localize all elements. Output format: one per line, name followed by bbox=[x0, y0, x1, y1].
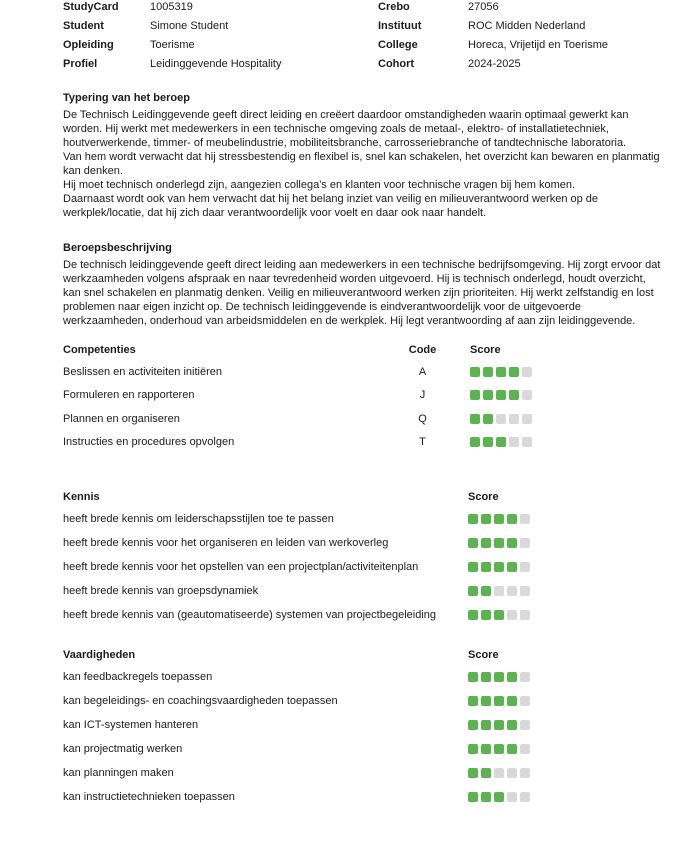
table-row bbox=[63, 407, 662, 431]
score-square-filled bbox=[481, 586, 491, 596]
score-square-filled bbox=[481, 720, 491, 730]
score-square-filled bbox=[483, 367, 493, 377]
score-square-filled bbox=[470, 437, 480, 447]
competenties-title: Competenties bbox=[63, 343, 136, 356]
score-bar bbox=[468, 792, 662, 802]
beroepsbeschrijving-text bbox=[63, 258, 662, 328]
score-square-filled bbox=[507, 720, 517, 730]
score-square-filled bbox=[483, 437, 493, 447]
student-info-table bbox=[63, 0, 662, 74]
table-row bbox=[63, 507, 662, 531]
score-square-filled bbox=[483, 414, 493, 424]
score-square-filled bbox=[481, 792, 491, 802]
row-score bbox=[468, 672, 662, 682]
row-name: heeft brede kennis voor het opstellen van een projectplan/activiteitenplan bbox=[63, 561, 419, 573]
score-square-filled bbox=[468, 696, 478, 706]
row-score bbox=[468, 610, 662, 620]
kennis-rows bbox=[63, 507, 662, 627]
score-bar bbox=[468, 720, 662, 730]
score-square-filled bbox=[507, 696, 517, 706]
score-bar bbox=[470, 367, 662, 377]
score-square-filled bbox=[470, 390, 480, 400]
row-name: heeft brede kennis om leiderschapsstijlen toe te passen bbox=[63, 513, 334, 525]
score-square-filled bbox=[496, 367, 506, 377]
table-row bbox=[63, 360, 662, 384]
vaardigheden-rows bbox=[63, 665, 662, 809]
row-score bbox=[468, 586, 662, 596]
score-square-empty bbox=[520, 696, 530, 706]
table-row bbox=[63, 761, 662, 785]
score-bar bbox=[468, 562, 662, 572]
score-bar bbox=[468, 768, 662, 778]
score-square-filled bbox=[468, 562, 478, 572]
score-square-empty bbox=[522, 367, 532, 377]
row-code: J bbox=[419, 389, 426, 402]
score-square-empty bbox=[494, 586, 504, 596]
score-square-filled bbox=[496, 437, 506, 447]
score-square-filled bbox=[481, 744, 491, 754]
score-square-filled bbox=[470, 367, 480, 377]
score-bar bbox=[470, 390, 662, 400]
row-score bbox=[445, 414, 662, 424]
info-value: 27056 bbox=[468, 1, 499, 13]
table-row bbox=[63, 713, 662, 737]
score-square-empty bbox=[520, 538, 530, 548]
competenties-rows bbox=[63, 360, 662, 454]
table-row bbox=[63, 603, 662, 627]
score-square-filled bbox=[481, 538, 491, 548]
row-code: A bbox=[418, 365, 427, 378]
score-square-filled bbox=[468, 538, 478, 548]
info-value: ROC Midden Nederland bbox=[468, 20, 586, 32]
score-square-filled bbox=[507, 538, 517, 548]
score-square-empty bbox=[520, 768, 530, 778]
score-square-empty bbox=[522, 437, 532, 447]
score-square-empty bbox=[520, 562, 530, 572]
score-square-filled bbox=[483, 390, 493, 400]
section-beroepsbeschrijving bbox=[63, 241, 662, 328]
row-name: Formuleren en rapporteren bbox=[63, 389, 195, 402]
score-bar bbox=[468, 672, 662, 682]
score-square-empty bbox=[520, 586, 530, 596]
score-square-filled bbox=[507, 562, 517, 572]
score-square-filled bbox=[481, 514, 491, 524]
score-square-empty bbox=[522, 390, 532, 400]
row-score bbox=[468, 696, 662, 706]
score-square-filled bbox=[496, 390, 506, 400]
score-square-empty bbox=[507, 586, 517, 596]
score-bar bbox=[468, 696, 662, 706]
score-square-filled bbox=[494, 720, 504, 730]
table-row bbox=[63, 689, 662, 713]
score-bar bbox=[470, 414, 662, 424]
row-score bbox=[468, 720, 662, 730]
score-square-filled bbox=[481, 768, 491, 778]
row-name: heeft brede kennis van (geautomatiseerde) systemen van projectbegeleiding bbox=[63, 609, 437, 621]
score-square-filled bbox=[494, 696, 504, 706]
table-row bbox=[63, 384, 662, 408]
table-row bbox=[63, 785, 662, 809]
score-square-filled bbox=[507, 672, 517, 682]
table-row bbox=[63, 431, 662, 455]
score-square-empty bbox=[520, 792, 530, 802]
score-square-filled bbox=[507, 744, 517, 754]
score-bar bbox=[468, 610, 662, 620]
score-square-filled bbox=[468, 720, 478, 730]
section-title-typering: Typering van het beroep bbox=[63, 92, 190, 104]
score-square-filled bbox=[509, 367, 519, 377]
section-competenties bbox=[63, 339, 662, 454]
row-name: kan begeleidings- en coachingsvaardigheden toepassen bbox=[63, 695, 338, 707]
info-value: Toerisme bbox=[150, 39, 195, 51]
score-square-empty bbox=[520, 672, 530, 682]
row-score bbox=[468, 744, 662, 754]
score-square-filled bbox=[468, 514, 478, 524]
row-name: kan ICT-systemen hanteren bbox=[63, 719, 199, 731]
score-square-filled bbox=[470, 414, 480, 424]
score-square-empty bbox=[507, 610, 517, 620]
score-column-header: Score bbox=[468, 648, 499, 661]
info-label: Profiel bbox=[63, 58, 98, 70]
row-name: Plannen en organiseren bbox=[63, 412, 180, 425]
info-value: 1005319 bbox=[150, 1, 193, 13]
kennis-table-header bbox=[63, 486, 662, 507]
table-row bbox=[63, 555, 662, 579]
info-value: Horeca, Vrijetijd en Toerisme bbox=[468, 39, 609, 51]
info-label: Instituut bbox=[378, 20, 422, 32]
info-label: Cohort bbox=[378, 58, 415, 70]
score-square-filled bbox=[494, 744, 504, 754]
score-bar bbox=[468, 744, 662, 754]
section-vaardigheden bbox=[63, 644, 662, 809]
row-name: heeft brede kennis van groepsdynamiek bbox=[63, 585, 259, 597]
row-code: T bbox=[419, 436, 426, 449]
row-name: Beslissen en activiteiten initiëren bbox=[63, 365, 222, 378]
score-square-filled bbox=[468, 792, 478, 802]
row-score bbox=[468, 792, 662, 802]
info-label: College bbox=[378, 39, 418, 51]
table-row bbox=[63, 531, 662, 555]
score-square-empty bbox=[520, 514, 530, 524]
score-bar bbox=[468, 538, 662, 548]
info-value: Simone Student bbox=[150, 20, 229, 32]
vaardigheden-title: Vaardigheden bbox=[63, 648, 136, 661]
row-name: heeft brede kennis voor het organiseren en leiden van werkoverleg bbox=[63, 537, 389, 549]
typering-text bbox=[63, 108, 662, 220]
row-name: kan feedbackregels toepassen bbox=[63, 671, 213, 683]
table-row bbox=[63, 665, 662, 689]
score-square-filled bbox=[481, 672, 491, 682]
row-score bbox=[468, 562, 662, 572]
score-square-filled bbox=[494, 514, 504, 524]
row-score bbox=[445, 390, 662, 400]
row-code: Q bbox=[418, 412, 427, 425]
score-square-empty bbox=[509, 437, 519, 447]
score-bar bbox=[470, 437, 662, 447]
score-square-filled bbox=[481, 696, 491, 706]
info-label: Crebo bbox=[378, 1, 410, 13]
kennis-title: Kennis bbox=[63, 490, 100, 503]
score-square-filled bbox=[494, 610, 504, 620]
paragraph: Daarnaast wordt ook van hem verwacht dat hij het belang inziet van veilig en milieuverantwoord werken op de werkplek/locatie, dat hij zich daar verantwoordelijk voor voelt en daar ook naar handelt. bbox=[63, 193, 599, 219]
score-square-filled bbox=[509, 390, 519, 400]
paragraph: Van hem wordt verwacht dat hij stressbestendig en flexibel is, snel kan schakelen, het overzicht kan bewaren en planmatig kan denken. bbox=[63, 151, 660, 177]
score-square-empty bbox=[520, 720, 530, 730]
row-name: kan projectmatig werken bbox=[63, 743, 183, 755]
row-name: Instructies en procedures opvolgen bbox=[63, 436, 235, 449]
paragraph: De Technisch Leidinggevende geeft direct leiding en creëert daardoor omstandigheden waarin optimaal gewerkt kan worden. Hij werkt met medewerkers in een technische omgeving zoals de metaal-, elektro- of installatietechniek, houtverwerkende, timmer- of meubelindustrie, mobiliteitsbranche, carrosseriebranche of tandtechnische laboratoria. bbox=[63, 109, 629, 149]
score-square-empty bbox=[507, 792, 517, 802]
score-square-filled bbox=[494, 538, 504, 548]
score-square-filled bbox=[468, 744, 478, 754]
info-label: Opleiding bbox=[63, 39, 114, 51]
score-square-filled bbox=[468, 768, 478, 778]
row-score bbox=[468, 538, 662, 548]
row-score bbox=[468, 768, 662, 778]
section-title-beroepsbeschrijving: Beroepsbeschrijving bbox=[63, 242, 172, 254]
table-row bbox=[63, 579, 662, 603]
competenties-table-header bbox=[63, 339, 662, 360]
row-score bbox=[445, 437, 662, 447]
score-column-header: Score bbox=[468, 490, 499, 503]
vaardigheden-table-header bbox=[63, 644, 662, 665]
info-label: StudyCard bbox=[63, 1, 119, 13]
section-typering bbox=[63, 91, 662, 220]
score-bar bbox=[468, 586, 662, 596]
score-square-empty bbox=[494, 768, 504, 778]
paragraph: Hij moet technisch onderlegd zijn, aangezien collega's en klanten voor technische vragen bij hem komen. bbox=[63, 179, 576, 191]
score-column-header: Score bbox=[470, 343, 501, 356]
row-name: kan planningen maken bbox=[63, 767, 174, 779]
score-square-filled bbox=[481, 610, 491, 620]
score-square-filled bbox=[494, 672, 504, 682]
row-name: kan instructietechnieken toepassen bbox=[63, 791, 235, 803]
score-square-filled bbox=[468, 672, 478, 682]
score-square-filled bbox=[468, 586, 478, 596]
table-row bbox=[63, 737, 662, 761]
score-square-filled bbox=[507, 514, 517, 524]
score-square-filled bbox=[468, 610, 478, 620]
score-bar bbox=[468, 514, 662, 524]
score-square-filled bbox=[494, 562, 504, 572]
section-kennis bbox=[63, 486, 662, 627]
score-square-empty bbox=[522, 414, 532, 424]
info-value: Leidinggevende Hospitality bbox=[150, 58, 282, 70]
score-square-filled bbox=[481, 562, 491, 572]
code-column-header: Code bbox=[408, 343, 437, 356]
info-value: 2024-2025 bbox=[468, 58, 521, 70]
row-score bbox=[445, 367, 662, 377]
row-score bbox=[468, 514, 662, 524]
score-square-empty bbox=[509, 414, 519, 424]
score-square-empty bbox=[520, 744, 530, 754]
score-square-filled bbox=[494, 792, 504, 802]
paragraph: De technisch leidinggevende geeft direct leiding aan medewerkers in een technische bedrijfsomgeving. Hij zorgt ervoor dat werkzaamheden volgens afspraak en naar tevredenheid worden uitgevoerd. Hij is technisch onderlegd, houdt overzicht, kan snel schakelen en planmatig denken. Veilig en milieuverantwoord werken zijn prioriteiten. Hij werkt zelfstandig en lost problemen naar eigen inzicht op. De technisch leidinggevende is eindverantwoordelijk voor de uitgevoerde werkzaamheden, onderhoud van arbeidsmiddelen en de werkplek. Hij legt verantwoording af aan zijn leidinggevende. bbox=[63, 259, 661, 327]
score-square-empty bbox=[520, 610, 530, 620]
info-label: Student bbox=[63, 20, 104, 32]
score-square-empty bbox=[507, 768, 517, 778]
score-square-empty bbox=[496, 414, 506, 424]
